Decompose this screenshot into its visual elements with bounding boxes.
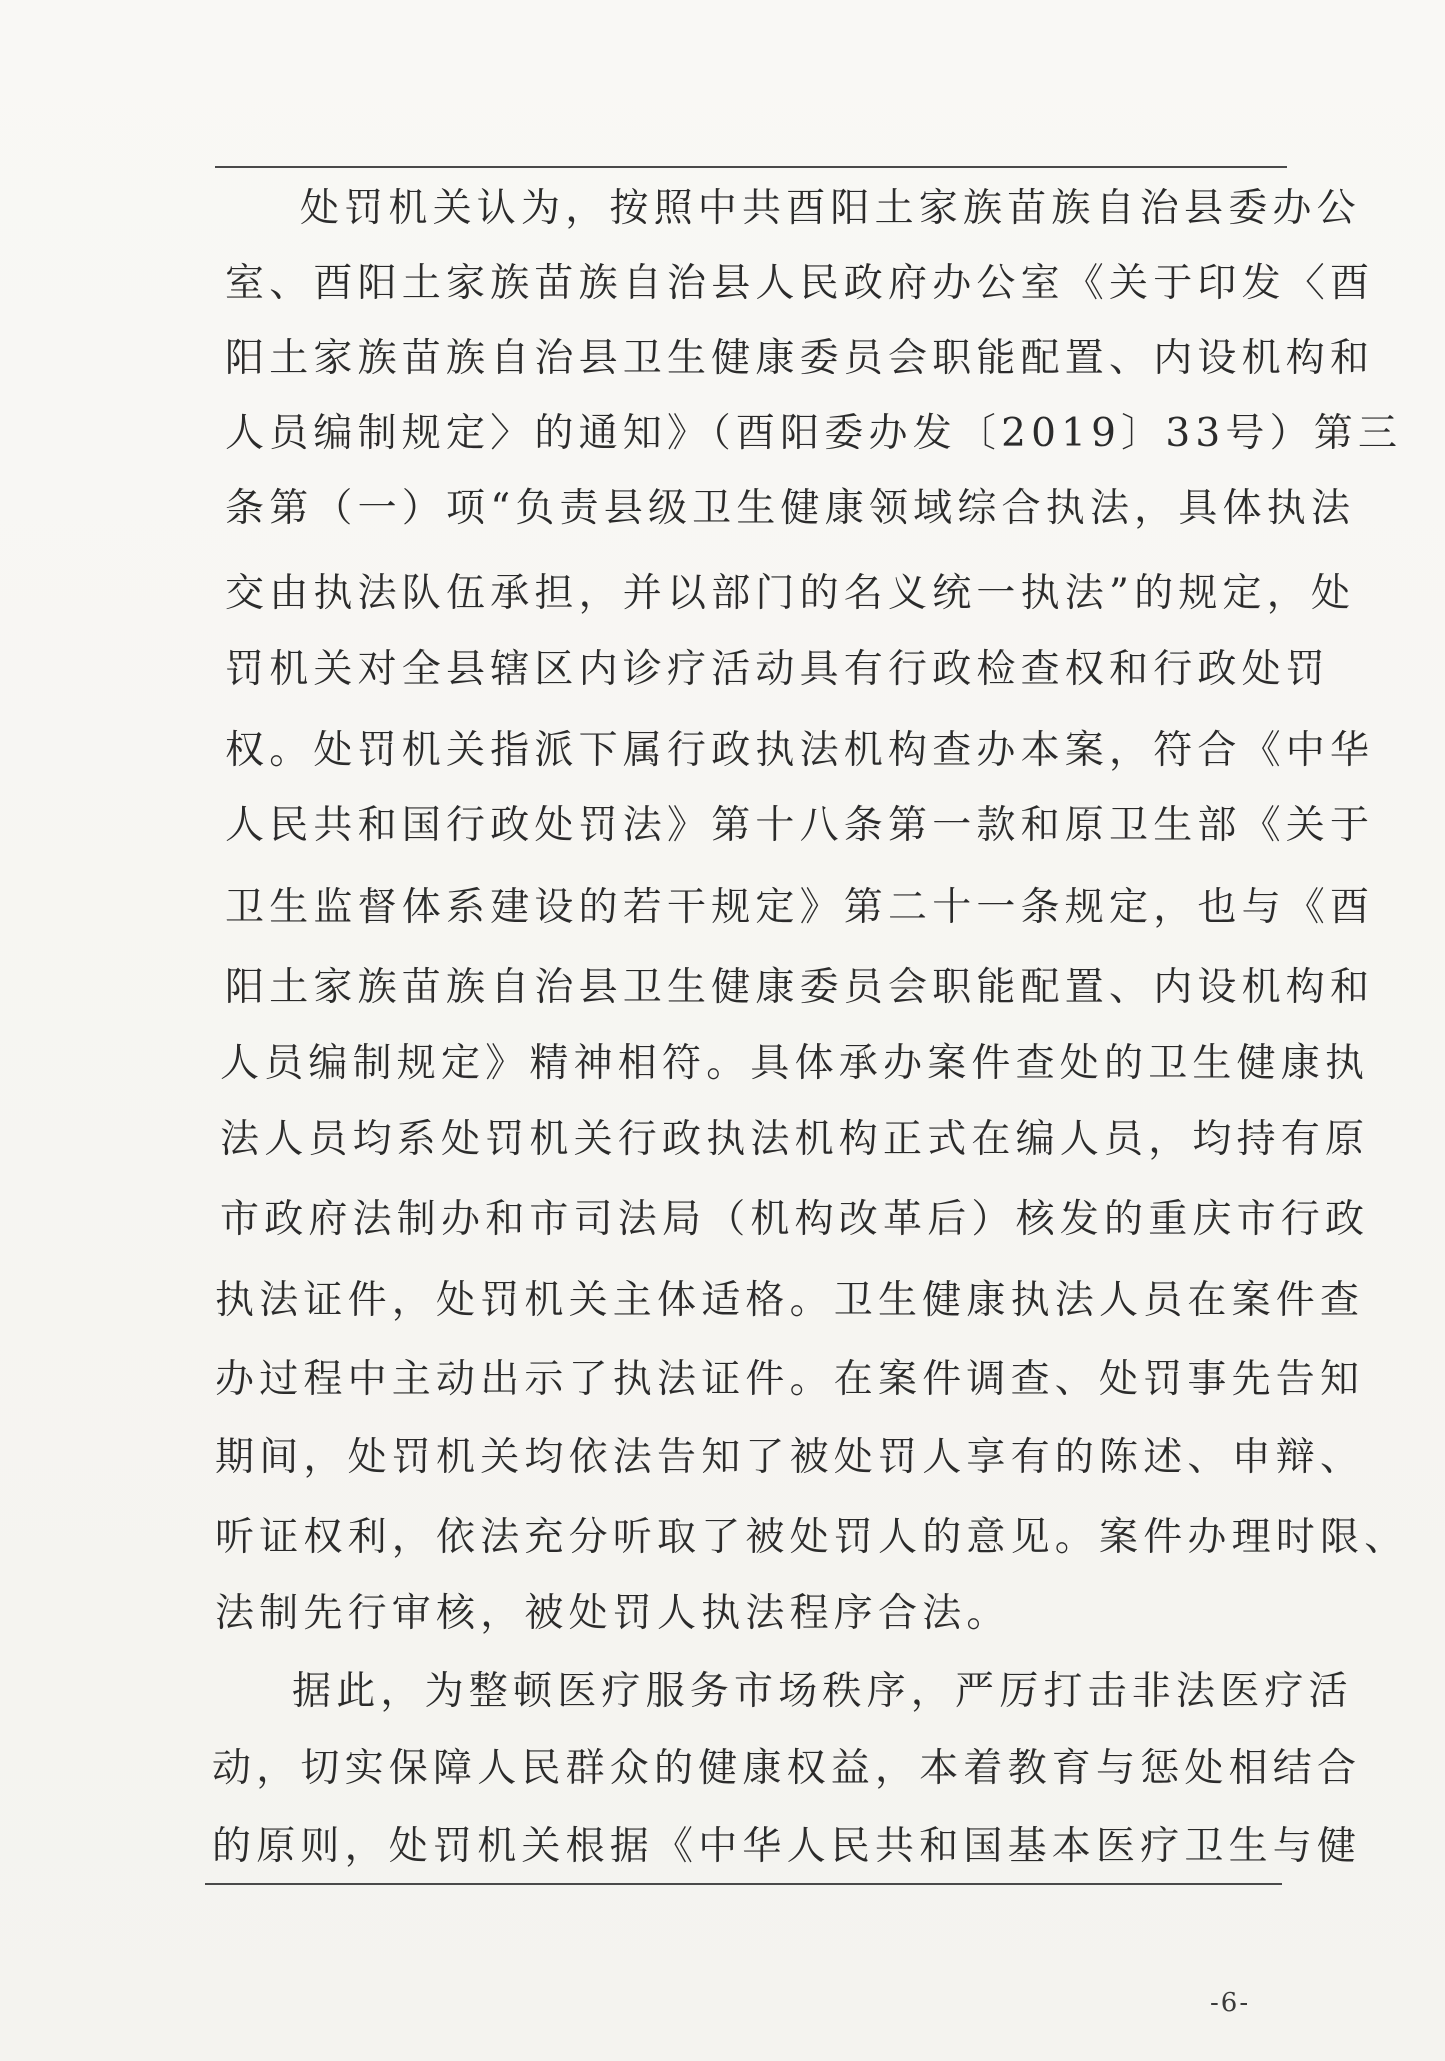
paragraph-1-line-3: 阳土家族苗族自治县卫生健康委员会职能配置、内设机构和 [225, 336, 1375, 381]
paragraph-1-line-6: 交由执法队伍承担，并以部门的名义统一执法”的规定，处 [225, 571, 1356, 616]
paragraph-1-line-5: 条第（一）项“负责县级卫生健康领域综合执法，具体执法 [225, 486, 1356, 531]
paragraph-1-line-12: 人员编制规定》精神相符。具体承办案件查处的卫生健康执 [220, 1041, 1370, 1086]
paragraph-1-line-19: 法制先行审核，被处罚人执法程序合法。 [215, 1591, 1011, 1636]
paragraph-1-line-10: 卫生监督体系建设的若干规定》第二十一条规定，也与《酉 [225, 885, 1375, 930]
paragraph-2-line-2: 动，切实保障人民群众的健康权益，本着教育与惩处相结合 [212, 1746, 1362, 1791]
paragraph-1-line-17: 期间，处罚机关均依法告知了被处罚人享有的陈述、申辩、 [215, 1435, 1365, 1480]
top-rule [215, 166, 1287, 168]
paragraph-1-line-18: 听证权利，依法充分听取了被处罚人的意见。案件办理时限、 [215, 1515, 1409, 1560]
paragraph-1-line-11: 阳土家族苗族自治县卫生健康委员会职能配置、内设机构和 [225, 965, 1375, 1010]
paragraph-1-line-15: 执法证件，处罚机关主体适格。卫生健康执法人员在案件查 [215, 1278, 1365, 1323]
paragraph-1-line-9: 人民共和国行政处罚法》第十八条第一款和原卫生部《关于 [225, 803, 1375, 848]
paragraph-1-line-7: 罚机关对全县辖区内诊疗活动具有行政检查权和行政处罚 [225, 647, 1331, 692]
paragraph-2-line-3: 的原则，处罚机关根据《中华人民共和国基本医疗卫生与健 [212, 1824, 1362, 1869]
paragraph-1-line-16: 办过程中主动出示了执法证件。在案件调查、处罚事先告知 [215, 1357, 1365, 1402]
paragraph-1-line-14: 市政府法制办和市司法局（机构改革后）核发的重庆市行政 [220, 1197, 1370, 1242]
paragraph-1-line-4: 人员编制规定〉的通知》（酉阳委办发〔2019〕33号）第三 [225, 411, 1403, 456]
page-number: -6- [1210, 1988, 1251, 2018]
paragraph-1-line-1: 处罚机关认为，按照中共酉阳土家族苗族自治县委办公 [300, 186, 1361, 231]
paragraph-1-line-13: 法人员均系处罚机关行政执法机构正式在编人员，均持有原 [220, 1117, 1370, 1162]
paragraph-1-line-2: 室、酉阳土家族苗族自治县人民政府办公室《关于印发〈酉 [225, 261, 1375, 306]
bottom-rule [205, 1883, 1282, 1885]
paragraph-1-line-8: 权。处罚机关指派下属行政执法机构查办本案，符合《中华 [225, 728, 1375, 773]
paragraph-2-line-1: 据此，为整顿医疗服务市场秩序，严厉打击非法医疗活 [292, 1669, 1353, 1714]
